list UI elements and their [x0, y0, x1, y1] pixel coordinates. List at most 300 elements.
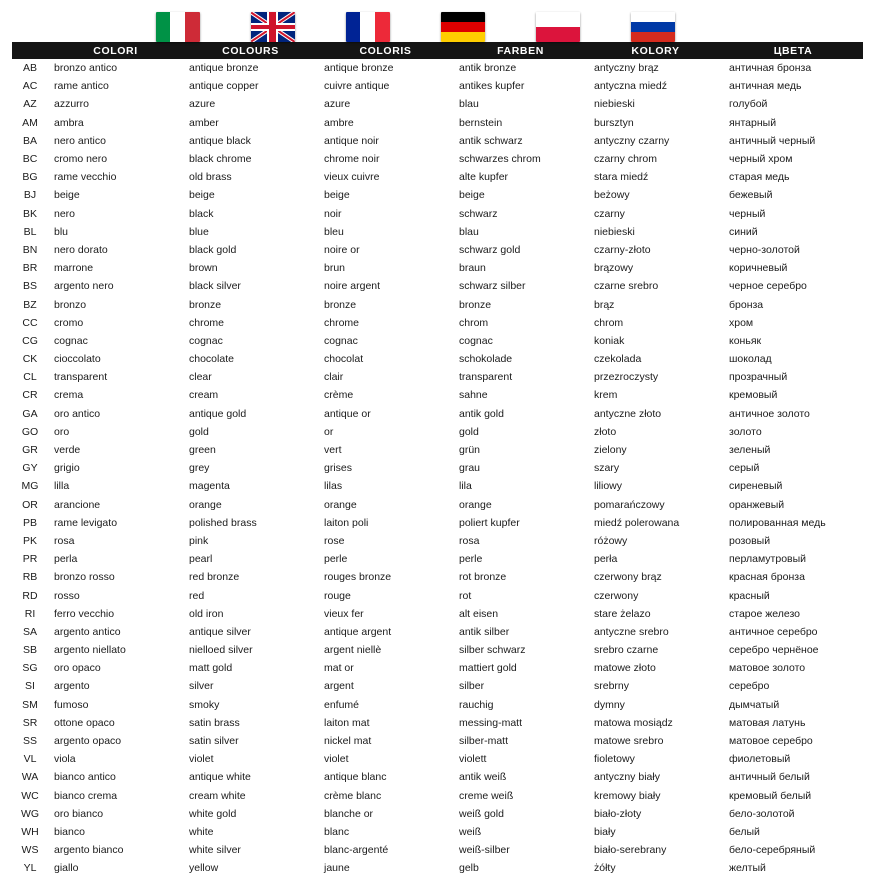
table-row — [12, 841, 863, 859]
cell-russian: прозрачный — [729, 371, 788, 384]
cell-french: chrome noir — [324, 153, 380, 166]
cell-italian: argento bianco — [54, 844, 124, 857]
cell-english: white — [189, 825, 214, 838]
table-row — [12, 95, 863, 113]
flag-cell-russian — [605, 12, 700, 42]
cell-italian: cognac — [54, 334, 88, 347]
cell-italian: transparent — [54, 371, 108, 384]
cell-polish: brąz — [594, 298, 615, 311]
cell-italian: cioccolato — [54, 353, 101, 366]
cell-german: transparent — [459, 371, 513, 384]
table-row — [12, 677, 863, 695]
cell-russian: красная бронза — [729, 571, 805, 584]
table-row — [12, 386, 863, 404]
table-row — [12, 259, 863, 277]
cell-polish: chrom — [594, 316, 624, 329]
cell-italian: bronzo rosso — [54, 571, 115, 584]
cell-english: nielloed silver — [189, 644, 253, 657]
cell-russian: голубой — [729, 98, 768, 111]
cell-russian: серый — [729, 462, 760, 475]
cell-code: AB — [22, 62, 37, 75]
cell-italian: oro antico — [54, 407, 101, 420]
cell-russian: бронза — [729, 298, 764, 311]
cell-french: azure — [324, 98, 351, 111]
table-row — [12, 368, 863, 386]
cell-polish: miedź polerowana — [594, 516, 680, 529]
cell-italian: marrone — [54, 262, 94, 275]
cell-english: red bronze — [189, 571, 240, 584]
table-row — [12, 150, 863, 168]
cell-code: MG — [21, 480, 39, 493]
cell-code: BS — [22, 280, 37, 293]
cell-polish: perła — [594, 553, 618, 566]
cell-polish: czerwony — [594, 589, 639, 602]
cell-english: chrome — [189, 316, 225, 329]
cell-polish: biało-złoty — [594, 807, 642, 820]
cell-english: pink — [189, 534, 209, 547]
cell-english: black silver — [189, 280, 241, 293]
cell-russian: полированная медь — [729, 516, 826, 529]
cell-russian: перламутровый — [729, 553, 807, 566]
cell-russian: бело-золотой — [729, 807, 795, 820]
cell-russian: хром — [729, 316, 754, 329]
cell-code: GY — [22, 462, 38, 475]
cell-english: yellow — [189, 862, 219, 875]
cell-german: schwarz silber — [459, 280, 526, 293]
cell-german: chrom — [459, 316, 489, 329]
table-row — [12, 459, 863, 477]
cell-german: antik bronze — [459, 62, 517, 75]
cell-english: cognac — [189, 334, 223, 347]
cell-italian: lilla — [54, 480, 70, 493]
cell-polish: biały — [594, 825, 616, 838]
cell-german: schwarz — [459, 207, 498, 220]
cell-code: AC — [22, 80, 38, 93]
cell-english: clear — [189, 371, 212, 384]
cell-english: azure — [189, 98, 216, 111]
cell-code: GO — [21, 425, 39, 438]
cell-french: grises — [324, 462, 353, 475]
cell-code: AM — [22, 116, 38, 129]
cell-italian: argento opaco — [54, 735, 122, 748]
cell-russian: старое железо — [729, 607, 801, 620]
cell-german: rosa — [459, 534, 480, 547]
table-row — [12, 496, 863, 514]
cell-code: SS — [22, 735, 37, 748]
cell-english: orange — [189, 498, 222, 511]
cell-english: silver — [189, 680, 214, 693]
cell-italian: rame vecchio — [54, 171, 117, 184]
cell-english: chocolate — [189, 353, 234, 366]
cell-russian: черный — [729, 207, 766, 220]
cell-french: blanc — [324, 825, 350, 838]
cell-russian: синий — [729, 225, 758, 238]
cell-polish: antyczny czarny — [594, 134, 670, 147]
flag-germany-icon — [441, 12, 485, 42]
cell-german: lila — [459, 480, 472, 493]
column-header-polish: KOLORY — [588, 42, 723, 59]
cell-russian: черно-золотой — [729, 243, 800, 256]
cell-code: SR — [22, 716, 38, 729]
table-row — [12, 750, 863, 768]
cell-russian: кремовый — [729, 389, 778, 402]
cell-code: CG — [22, 334, 38, 347]
cell-code: SI — [25, 680, 35, 693]
flag-russia-icon — [631, 12, 675, 42]
cell-english: satin silver — [189, 735, 239, 748]
cell-english: antique white — [189, 771, 251, 784]
table-row — [12, 441, 863, 459]
cell-english: white silver — [189, 844, 241, 857]
cell-english: green — [189, 444, 216, 457]
cell-russian: зеленый — [729, 444, 771, 457]
column-header-french: COLORIS — [318, 42, 453, 59]
cell-code: YL — [23, 862, 37, 875]
cell-italian: azzurro — [54, 98, 90, 111]
cell-french: brun — [324, 262, 346, 275]
cell-french: argent — [324, 680, 354, 693]
cell-code: PR — [22, 553, 38, 566]
cell-german: silber — [459, 680, 485, 693]
cell-italian: perla — [54, 553, 78, 566]
column-header-code — [12, 42, 48, 59]
cell-russian: античное серебро — [729, 625, 818, 638]
cell-english: white gold — [189, 807, 237, 820]
cell-russian: античная бронза — [729, 62, 812, 75]
cell-italian: rame antico — [54, 80, 109, 93]
cell-russian: розовый — [729, 534, 771, 547]
table-row — [12, 114, 863, 132]
cell-german: alte kupfer — [459, 171, 509, 184]
table-row — [12, 423, 863, 441]
cell-polish: koniak — [594, 334, 625, 347]
cell-code: BR — [22, 262, 38, 275]
cell-polish: przezroczysty — [594, 371, 659, 384]
cell-italian: ambra — [54, 116, 84, 129]
cell-italian: nero — [54, 207, 76, 220]
cell-german: silber schwarz — [459, 644, 526, 657]
cell-italian: oro opaco — [54, 662, 101, 675]
cell-german: rauchig — [459, 698, 494, 711]
cell-code: BN — [22, 243, 38, 256]
cell-german: antik gold — [459, 407, 504, 420]
cell-polish: czarne srebro — [594, 280, 659, 293]
cell-code: RI — [24, 607, 36, 620]
cell-code: PK — [22, 534, 37, 547]
table-row — [12, 568, 863, 586]
cell-german: messing-matt — [459, 716, 523, 729]
cell-polish: czarny — [594, 207, 625, 220]
cell-french: perle — [324, 553, 348, 566]
cell-german: grün — [459, 444, 481, 457]
cell-french: rose — [324, 534, 345, 547]
cell-code: SB — [22, 644, 37, 657]
flag-italy-icon — [156, 12, 200, 42]
cell-english: old iron — [189, 607, 224, 620]
cell-german: gelb — [459, 862, 479, 875]
cell-code: WH — [21, 825, 39, 838]
cell-italian: oro bianco — [54, 807, 104, 820]
cell-polish: czekolada — [594, 353, 642, 366]
cell-french: blanc-argenté — [324, 844, 389, 857]
cell-polish: antyczny brąz — [594, 62, 659, 75]
table-row — [12, 295, 863, 313]
cell-code: AZ — [23, 98, 37, 111]
table-row — [12, 514, 863, 532]
cell-code: BK — [22, 207, 37, 220]
cell-english: antique gold — [189, 407, 247, 420]
flag-cell-french — [320, 12, 415, 42]
cell-french: cognac — [324, 334, 358, 347]
table-row — [12, 659, 863, 677]
cell-german: blau — [459, 225, 479, 238]
cell-polish: antyczne złoto — [594, 407, 662, 420]
cell-french: clair — [324, 371, 344, 384]
cell-code: SA — [22, 625, 37, 638]
table-row — [12, 477, 863, 495]
cell-russian: оранжевый — [729, 498, 785, 511]
cell-code: GR — [22, 444, 38, 457]
cell-code: SM — [22, 698, 38, 711]
cell-english: old brass — [189, 171, 232, 184]
cell-english: antique silver — [189, 625, 251, 638]
cell-english: antique bronze — [189, 62, 259, 75]
cell-german: perle — [459, 553, 483, 566]
cell-italian: bronzo — [54, 298, 87, 311]
cell-italian: nero dorato — [54, 243, 108, 256]
cell-russian: сиреневый — [729, 480, 783, 493]
cell-german: antikes kupfer — [459, 80, 525, 93]
flag-cell-polish — [510, 12, 605, 42]
cell-italian: rosa — [54, 534, 75, 547]
cell-french: noir — [324, 207, 342, 220]
table-row — [12, 77, 863, 95]
cell-german: sahne — [459, 389, 488, 402]
cell-italian: cromo nero — [54, 153, 108, 166]
cell-french: antique bronze — [324, 62, 394, 75]
table-row — [12, 550, 863, 568]
cell-russian: янтарный — [729, 116, 777, 129]
flag-united-kingdom-icon — [251, 12, 295, 42]
table-row — [12, 823, 863, 841]
flag-cell-english — [225, 12, 320, 42]
cell-german: braun — [459, 262, 486, 275]
cell-code: CC — [22, 316, 38, 329]
cell-italian: argento antico — [54, 625, 121, 638]
cell-german: grau — [459, 462, 481, 475]
table-row — [12, 186, 863, 204]
cell-polish: bursztyn — [594, 116, 634, 129]
cell-italian: oro — [54, 425, 70, 438]
cell-polish: fioletowy — [594, 753, 635, 766]
cell-german: gold — [459, 425, 479, 438]
cell-german: creme weiß — [459, 789, 514, 802]
cell-polish: liliowy — [594, 480, 623, 493]
cell-german: schwarzes chrom — [459, 153, 541, 166]
cell-russian: фиолетовый — [729, 753, 791, 766]
table-row — [12, 59, 863, 77]
table-row — [12, 586, 863, 604]
cell-code: BC — [22, 153, 38, 166]
cell-russian: античная медь — [729, 80, 802, 93]
cell-french: beige — [324, 189, 350, 202]
cell-french: antique noir — [324, 134, 379, 147]
cell-polish: czarny chrom — [594, 153, 658, 166]
cell-english: black — [189, 207, 214, 220]
cell-french: chocolat — [324, 353, 364, 366]
table-row — [12, 623, 863, 641]
cell-italian: nero antico — [54, 134, 106, 147]
column-header-english: COLOURS — [183, 42, 318, 59]
table-row — [12, 405, 863, 423]
cell-french: orange — [324, 498, 357, 511]
cell-russian: шоколад — [729, 353, 772, 366]
cell-german: orange — [459, 498, 492, 511]
cell-russian: красный — [729, 589, 770, 602]
cell-german: blau — [459, 98, 479, 111]
cell-english: gold — [189, 425, 209, 438]
cell-polish: matowe złoto — [594, 662, 656, 675]
cell-english: satin brass — [189, 716, 240, 729]
cell-italian: grigio — [54, 462, 80, 475]
cell-italian: beige — [54, 189, 80, 202]
cell-polish: pomarańczowy — [594, 498, 665, 511]
cell-french: bleu — [324, 225, 344, 238]
cell-polish: matowe srebro — [594, 735, 664, 748]
cell-english: grey — [189, 462, 210, 475]
cell-code: SG — [22, 662, 38, 675]
cell-italian: cromo — [54, 316, 84, 329]
table-row — [12, 350, 863, 368]
cell-italian: argento niellato — [54, 644, 126, 657]
table-row — [12, 132, 863, 150]
cell-english: bronze — [189, 298, 222, 311]
cell-code: WA — [21, 771, 39, 784]
cell-german: rot bronze — [459, 571, 507, 584]
cell-french: cuivre antique — [324, 80, 390, 93]
cell-polish: różowy — [594, 534, 628, 547]
cell-polish: kremowy biały — [594, 789, 661, 802]
cell-italian: verde — [54, 444, 81, 457]
flag-poland-icon — [536, 12, 580, 42]
cell-russian: кремовый белый — [729, 789, 812, 802]
table-body — [12, 59, 863, 877]
cell-english: pearl — [189, 553, 213, 566]
cell-code: BZ — [23, 298, 37, 311]
cell-polish: niebieski — [594, 98, 635, 111]
cell-russian: черное серебро — [729, 280, 807, 293]
cell-german: antik weiß — [459, 771, 507, 784]
cell-code: CK — [22, 353, 38, 366]
cell-russian: серебро — [729, 680, 770, 693]
cell-code: BA — [22, 134, 37, 147]
table-row — [12, 532, 863, 550]
cell-polish: stare żelazo — [594, 607, 651, 620]
cell-german: weiß — [459, 825, 482, 838]
cell-french: rouge — [324, 589, 351, 602]
cell-english: black gold — [189, 243, 237, 256]
table-row — [12, 605, 863, 623]
cell-german: schwarz gold — [459, 243, 521, 256]
cell-polish: matowa mosiądz — [594, 716, 673, 729]
cell-german: antik schwarz — [459, 134, 523, 147]
cell-german: beige — [459, 189, 485, 202]
table-row — [12, 805, 863, 823]
cell-french: laiton mat — [324, 716, 370, 729]
cell-italian: blu — [54, 225, 69, 238]
cell-german: poliert kupfer — [459, 516, 520, 529]
cell-french: antique blanc — [324, 771, 387, 784]
cell-english: black chrome — [189, 153, 252, 166]
cell-german: bernstein — [459, 116, 503, 129]
cell-french: lilas — [324, 480, 343, 493]
cell-russian: старая медь — [729, 171, 790, 184]
cell-italian: viola — [54, 753, 76, 766]
cell-polish: brązowy — [594, 262, 634, 275]
cell-french: ambre — [324, 116, 354, 129]
column-header-italian: COLORI — [48, 42, 183, 59]
flag-cell-italian — [130, 12, 225, 42]
cell-italian: bronzo antico — [54, 62, 118, 75]
cell-german: mattiert gold — [459, 662, 517, 675]
table-row — [12, 168, 863, 186]
cell-english: magenta — [189, 480, 230, 493]
cell-french: noire argent — [324, 280, 381, 293]
cell-code: WS — [21, 844, 39, 857]
cell-english: cream — [189, 389, 219, 402]
table-row — [12, 787, 863, 805]
cell-german: antik silber — [459, 625, 510, 638]
cell-french: crème — [324, 389, 354, 402]
column-header-russian: ЦВЕТА — [723, 42, 863, 59]
table-row — [12, 277, 863, 295]
cell-english: antique black — [189, 134, 251, 147]
cell-polish: biało-serebrany — [594, 844, 667, 857]
table-row — [12, 768, 863, 786]
cell-english: violet — [189, 753, 214, 766]
table-row — [12, 859, 863, 877]
cell-french: nickel mat — [324, 735, 372, 748]
cell-english: blue — [189, 225, 209, 238]
cell-italian: giallo — [54, 862, 79, 875]
cell-russian: коньяк — [729, 334, 762, 347]
cell-russian: серебро чернёное — [729, 644, 819, 657]
cell-french: crème blanc — [324, 789, 382, 802]
cell-german: cognac — [459, 334, 493, 347]
cell-italian: crema — [54, 389, 84, 402]
cell-english: antique copper — [189, 80, 259, 93]
cell-polish: szary — [594, 462, 620, 475]
cell-english: amber — [189, 116, 219, 129]
cell-polish: srebro czarne — [594, 644, 659, 657]
table-row — [12, 714, 863, 732]
cell-german: bronze — [459, 298, 492, 311]
cell-polish: niebieski — [594, 225, 635, 238]
cell-code: RD — [22, 589, 38, 602]
cell-russian: белый — [729, 825, 760, 838]
cell-russian: бежевый — [729, 189, 773, 202]
cell-french: jaune — [324, 862, 350, 875]
cell-english: cream white — [189, 789, 246, 802]
cell-italian: rosso — [54, 589, 80, 602]
table-row — [12, 223, 863, 241]
cell-italian: rame levigato — [54, 516, 118, 529]
cell-code: BL — [23, 225, 37, 238]
cell-french: bronze — [324, 298, 357, 311]
table-row — [12, 205, 863, 223]
cell-french: or — [324, 425, 334, 438]
cell-french: mat or — [324, 662, 354, 675]
